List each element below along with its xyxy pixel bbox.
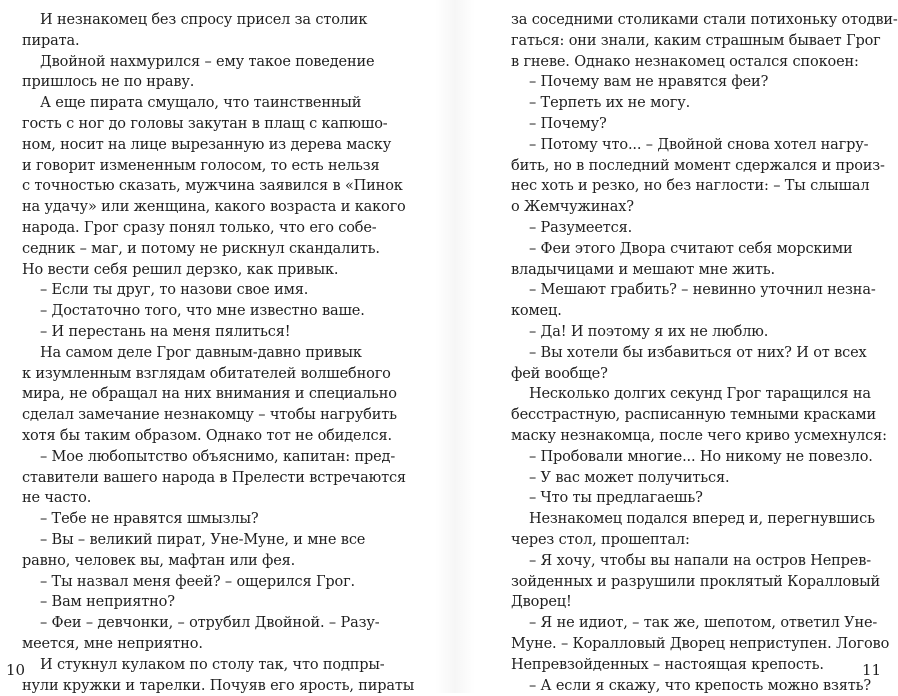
text-line: – Вы хотели бы избавиться от них? И от всех — [511, 343, 861, 364]
text-line: Непревзойденных – настоящая крепость. — [511, 655, 861, 676]
text-line: нули кружки и тарелки. Почуяв его ярость, пираты — [22, 676, 372, 696]
text-line: – Ты назвал меня феей? – ощерился Грог. — [22, 572, 372, 593]
text-line: седник – маг, и потому не рискнул скандалить. — [22, 239, 372, 260]
text-line: – Я не идиот, – так же, шепотом, ответил Уне- — [511, 613, 861, 634]
text-line: бесстрастную, расписанную темными красками — [511, 405, 861, 426]
text-line: Муне. – Коралловый Дворец неприступен. Логово — [511, 634, 861, 655]
text-line: маску незнакомца, после чего криво усмехнулся: — [511, 426, 861, 447]
text-line: Несколько долгих секунд Грог таращился на — [511, 384, 861, 405]
text-line: Но вести себя решил дерзко, как привык. — [22, 260, 372, 281]
text-line: – Что ты предлагаешь? — [511, 488, 861, 509]
text-line: – Потому что... – Двойной снова хотел нагру- — [511, 135, 861, 156]
book-gutter — [435, 0, 475, 693]
text-line: мира, не обращал на них внимания и специально — [22, 384, 372, 405]
text-line: пирата. — [22, 31, 372, 52]
text-line: – Пробовали многие... Но никому не повезло. — [511, 447, 861, 468]
text-line: – Тебе не нравятся шмызлы? — [22, 509, 372, 530]
text-line: гость с ног до головы закутан в плащ с капюшо- — [22, 114, 372, 135]
text-line: комец. — [511, 301, 861, 322]
text-line: Незнакомец подался вперед и, перегнувшись — [511, 509, 861, 530]
text-line: меется, мне неприятно. — [22, 634, 372, 655]
text-line: на удачу» или женщина, какого возраста и какого — [22, 197, 372, 218]
text-line: и говорит измененным голосом, то есть нельзя — [22, 156, 372, 177]
text-line: На самом деле Грог давным-давно привык — [22, 343, 372, 364]
page-number-right: 11 — [862, 660, 881, 680]
page-number-left: 10 — [6, 660, 25, 680]
text-line: за соседними столиками стали потихоньку отодви- — [511, 10, 861, 31]
left-page-text — [22, 10, 372, 696]
text-line: И стукнул кулаком по столу так, что подпры- — [22, 655, 372, 676]
text-line: ставители вашего народа в Прелести встречаются — [22, 468, 372, 489]
text-line: владычицами и мешают мне жить. — [511, 260, 861, 281]
text-line: – Мое любопытство объяснимо, капитан: пред- — [22, 447, 372, 468]
text-line: народа. Грог сразу понял только, что его собе- — [22, 218, 372, 239]
text-line: нес хоть и резко, но без наглости: – Ты слышал — [511, 176, 861, 197]
text-line: о Жемчужинах? — [511, 197, 861, 218]
text-line: – Мешают грабить? – невинно уточнил незна- — [511, 280, 861, 301]
text-line: – Вы – великий пират, Уне-Муне, и мне все — [22, 530, 372, 551]
text-line: ном, носит на лице вырезанную из дерева маску — [22, 135, 372, 156]
text-line: сделал замечание незнакомцу – чтобы нагрубить — [22, 405, 372, 426]
text-line: – Достаточно того, что мне известно ваше. — [22, 301, 372, 322]
text-line: – Разумеется. — [511, 218, 861, 239]
text-line: – Если ты друг, то назови свое имя. — [22, 280, 372, 301]
text-line: бить, но в последний момент сдержался и произ- — [511, 156, 861, 177]
text-line: – Феи – девчонки, – отрубил Двойной. – Разу- — [22, 613, 372, 634]
text-line: фей вообще? — [511, 364, 861, 385]
text-line: к изумленным взглядам обитателей волшебного — [22, 364, 372, 385]
text-line: – Почему вам не нравятся феи? — [511, 72, 861, 93]
text-line: – Я хочу, чтобы вы напали на остров Непрев- — [511, 551, 861, 572]
text-line: – Феи этого Двора считают себя морскими — [511, 239, 861, 260]
text-line: гаться: они знали, каким страшным бывает Грог — [511, 31, 861, 52]
text-line: через стол, прошептал: — [511, 530, 861, 551]
text-line: – Да! И поэтому я их не люблю. — [511, 322, 861, 343]
text-line: Дворец! — [511, 592, 861, 613]
text-line: – Терпеть их не могу. — [511, 93, 861, 114]
text-line: пришлось не по нраву. — [22, 72, 372, 93]
text-line: в гневе. Однако незнакомец остался спокоен: — [511, 52, 861, 73]
text-line: – А если я скажу, что крепость можно взять? — [511, 676, 861, 696]
text-line: А еще пирата смущало, что таинственный — [22, 93, 372, 114]
text-line: зойденных и разрушили проклятый Коралловый — [511, 572, 861, 593]
text-line: – У вас может получиться. — [511, 468, 861, 489]
text-line: – И перестань на меня пялиться! — [22, 322, 372, 343]
text-line: Двойной нахмурился – ему такое поведение — [22, 52, 372, 73]
right-page-text — [511, 10, 861, 696]
text-line: не часто. — [22, 488, 372, 509]
text-line: хотя бы таким образом. Однако тот не обиделся. — [22, 426, 372, 447]
text-line: – Почему? — [511, 114, 861, 135]
text-line: равно, человек вы, мафтан или фея. — [22, 551, 372, 572]
text-line: И незнакомец без спросу присел за столик — [22, 10, 372, 31]
text-line: с точностью сказать, мужчина заявился в «Пинок — [22, 176, 372, 197]
text-line: – Вам неприятно? — [22, 592, 372, 613]
